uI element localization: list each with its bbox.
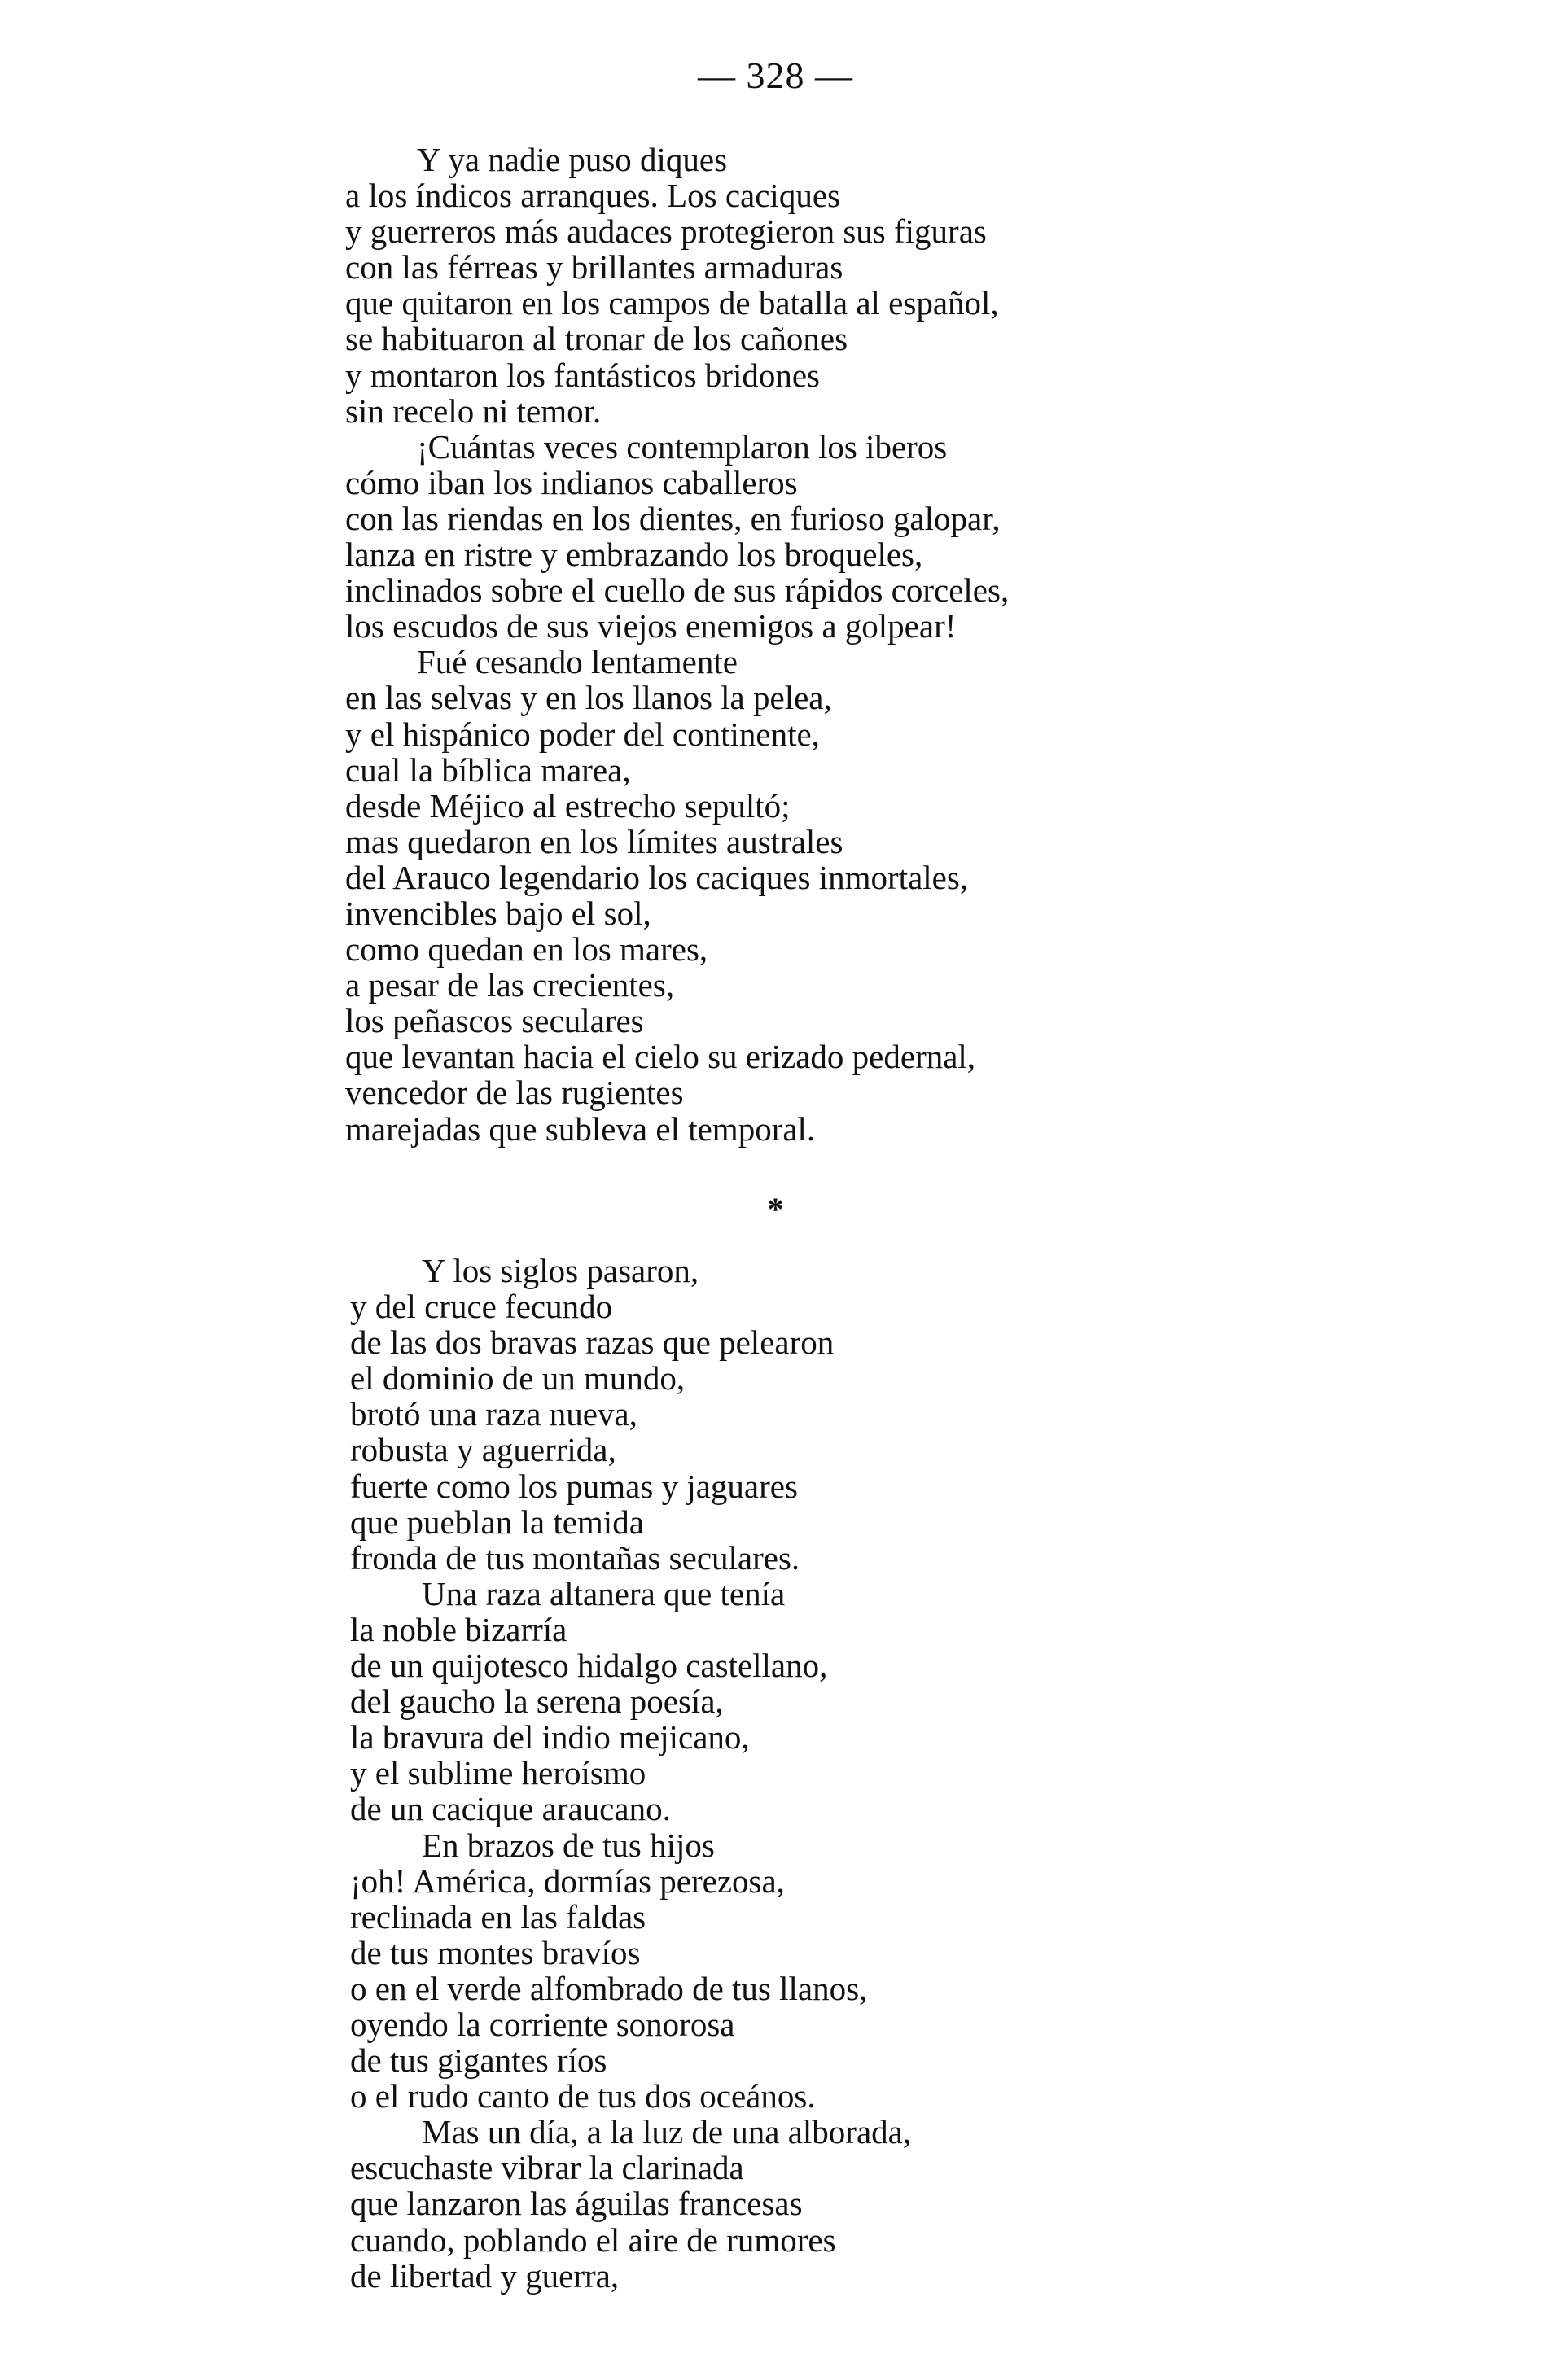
poem-line: Fué cesando lentamente	[417, 643, 738, 681]
poem-line: de las dos bravas razas que pelearon	[350, 1323, 835, 1362]
poem-line: invencibles bajo el sol,	[345, 894, 651, 932]
poem-line: que lanzaron las águilas francesas	[350, 2185, 803, 2223]
page-number: — 328 —	[698, 55, 853, 96]
poem-line: marejadas que subleva el temporal.	[345, 1109, 816, 1148]
poem-line: de libertad y guerra,	[350, 2256, 620, 2295]
poem-line: los peñascos seculares	[345, 1002, 644, 1040]
poem-line: robusta y aguerrida,	[350, 1431, 616, 1469]
poem-line: que pueblan la temida	[350, 1503, 644, 1541]
section-separator: *	[767, 1191, 784, 1227]
poem-line: inclinados sobre el cuello de sus rápidos corceles,	[345, 571, 1010, 610]
poem-line: vencedor de las rugientes	[345, 1074, 684, 1112]
poem-line: que quitaron en los campos de batalla al español,	[345, 284, 999, 322]
poem-line: ¡Cuántas veces contemplaron los iberos	[417, 427, 948, 466]
poem-line: fronda de tus montañas seculares.	[350, 1538, 800, 1577]
poem-line: fuerte como los pumas y jaguares	[350, 1467, 798, 1505]
poem-line: la noble bizarría	[350, 1610, 567, 1648]
poem-line: reclinada en las faldas	[350, 1897, 646, 1936]
poem-line: de tus montes bravíos	[350, 1933, 641, 1971]
poem-line: de un cacique araucano.	[350, 1790, 671, 1828]
poem-section-1	[345, 142, 1009, 1147]
poem-line: cómo iban los indianos caballeros	[345, 463, 798, 501]
poem-line: sin recelo ni temor.	[345, 392, 602, 430]
poem-line: o en el verde alfombrado de tus llanos,	[350, 1969, 868, 2007]
poem-line: que levantan hacia el cielo su erizado pedernal,	[345, 1038, 976, 1076]
poem-line: el dominio de un mundo,	[350, 1359, 686, 1398]
poem-line: ¡oh! América, dormías perezosa,	[350, 1862, 785, 1900]
poem-line: cuando, poblando el aire de rumores	[350, 2220, 836, 2259]
poem-line: y montaron los fantásticos bridones	[345, 356, 821, 394]
poem-line: a pesar de las crecientes,	[345, 966, 675, 1004]
poem-line: lanza en ristre y embrazando los broqueles,	[345, 536, 923, 574]
poem-line: en las selvas y en los llanos la pelea,	[345, 679, 832, 717]
poem-line: los escudos de sus viejos enemigos a golpear!	[345, 607, 957, 645]
poem-line: con las férreas y brillantes armaduras	[345, 248, 843, 287]
poem-line: Y ya nadie puso diques	[417, 141, 728, 178]
poem-line: y el sublime heroísmo	[350, 1754, 646, 1792]
poem-line: brotó una raza nueva,	[350, 1395, 637, 1433]
poem-section-2	[350, 1253, 911, 2294]
poem-line: desde Méjico al estrecho sepultó;	[345, 786, 791, 825]
poem-line: y guerreros más audaces protegieron sus figuras	[345, 212, 987, 251]
poem-line: o el rudo canto de tus dos oceános.	[350, 2077, 816, 2115]
poem-line: Una raza altanera que tenía	[422, 1574, 786, 1612]
poem-line: la bravura del indio mejicano,	[350, 1718, 750, 1757]
poem-line: mas quedaron en los límites australes	[345, 822, 843, 860]
poem-line: escuchaste vibrar la clarinada	[350, 2149, 744, 2187]
poem-line: de un quijotesco hidalgo castellano,	[350, 1647, 828, 1685]
poem-line: como quedan en los mares,	[345, 930, 708, 969]
poem-line: con las riendas en los dientes, en furioso galopar,	[345, 499, 1001, 537]
poem-line: y el hispánico poder del continente,	[345, 715, 820, 753]
poem-line: cual la bíblica marea,	[345, 750, 631, 789]
poem-line: oyendo la corriente sonorosa	[350, 2005, 735, 2043]
poem-line: de tus gigantes ríos	[350, 2041, 607, 2080]
poem-line: y del cruce fecundo	[350, 1288, 613, 1326]
poem-line: a los índicos arranques. Los caciques	[345, 177, 840, 215]
poem-line: Mas un día, a la luz de una alborada,	[422, 2113, 912, 2151]
poem-line: del Arauco legendario los caciques inmortales,	[345, 858, 969, 896]
poem-line: Y los siglos pasaron,	[422, 1252, 699, 1289]
poem-line: se habituaron al tronar de los cañones	[345, 320, 848, 358]
poem-line: En brazos de tus hijos	[422, 1826, 715, 1864]
poem-line: del gaucho la serena poesía,	[350, 1682, 724, 1721]
